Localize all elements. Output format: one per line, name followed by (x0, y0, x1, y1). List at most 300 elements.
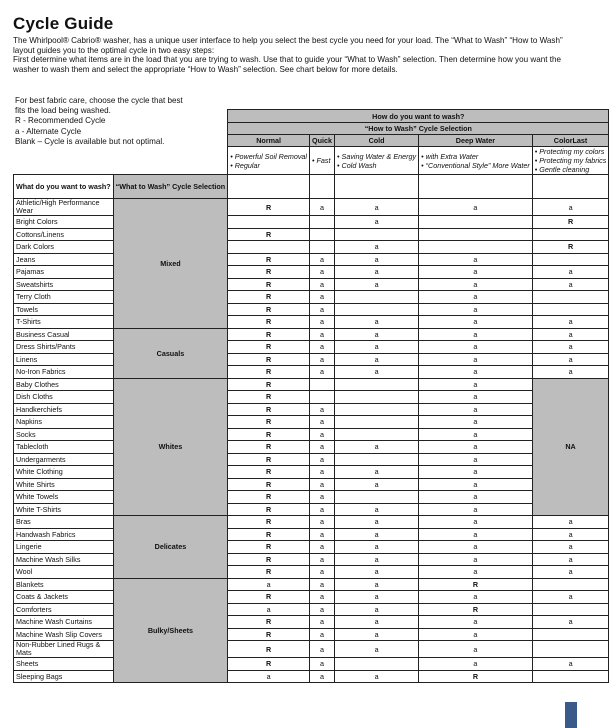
cycle-mark: R (228, 428, 310, 441)
item-name: Blankets (14, 578, 114, 591)
item-name: Athletic/High Performance Wear (14, 199, 114, 216)
item-name: Lingerie (14, 541, 114, 554)
item-name: Towels (14, 303, 114, 316)
table-row (14, 541, 609, 554)
cycle-mark: a (419, 291, 533, 304)
cycle-mark (335, 428, 419, 441)
cycle-mark: a (310, 491, 335, 504)
cycle-mark: R (532, 216, 609, 229)
cycle-mark: a (335, 553, 419, 566)
cycle-mark: a (335, 366, 419, 379)
cycle-mark: a (335, 266, 419, 279)
cycle-mark: a (532, 328, 609, 341)
cycle-guide-page (13, 14, 607, 681)
cycle-mark (335, 453, 419, 466)
cycle-mark: R (228, 303, 310, 316)
cycle-mark: a (419, 366, 533, 379)
cycle-mark: R (228, 416, 310, 429)
cycle-mark: a (532, 366, 609, 379)
cycle-mark: a (419, 503, 533, 516)
cycle-mark: a (419, 199, 533, 216)
column-note: • with Extra Water (421, 151, 479, 161)
cycle-mark: a (310, 416, 335, 429)
cycle-mark (335, 228, 419, 241)
cycle-mark: a (419, 266, 533, 279)
column-header-cold: Cold (335, 135, 419, 147)
cycle-mark: R (419, 670, 533, 683)
cycle-mark: a (310, 441, 335, 454)
cycle-mark (310, 228, 335, 241)
item-name: Sweatshirts (14, 278, 114, 291)
item-name: Dress Shirts/Pants (14, 341, 114, 354)
item-name: Napkins (14, 416, 114, 429)
item-name: Dish Cloths (14, 391, 114, 404)
table-row (14, 603, 609, 616)
cycle-mark: a (335, 253, 419, 266)
item-name: Comforters (14, 603, 114, 616)
cycle-mark: a (419, 303, 533, 316)
spacer-cell (335, 175, 419, 199)
intro-paragraph-1: The Whirlpool® Cabrio® washer, has a unique user interface to help you select the best cycle you need for your load. The “What to Wash” “How to Wash” layout guides you to the optimal cycle in two easy steps: (13, 36, 563, 55)
cycle-mark (335, 378, 419, 391)
cycle-mark: a (532, 528, 609, 541)
cycle-mark: a (310, 628, 335, 641)
cycle-mark (532, 291, 609, 304)
cycle-mark (310, 241, 335, 254)
cycle-mark: R (419, 578, 533, 591)
item-name: Baby Clothes (14, 378, 114, 391)
cycle-mark: a (419, 428, 533, 441)
item-name: White T-Shirts (14, 503, 114, 516)
group-label: Bulky/Sheets (113, 578, 228, 683)
cycle-mark: R (228, 616, 310, 629)
cycle-mark: R (228, 328, 310, 341)
column-note: • “Conventional Style” More Water (421, 160, 530, 170)
table-row (14, 416, 609, 429)
table-row (14, 658, 609, 671)
item-name: Bras (14, 516, 114, 529)
legend (15, 96, 195, 147)
cycle-mark: a (228, 578, 310, 591)
cycle-mark (335, 391, 419, 404)
cycle-mark (532, 303, 609, 316)
table-row (14, 628, 609, 641)
how-to-wash-question: How do you want to wash? (228, 110, 609, 123)
cycle-mark: R (228, 378, 310, 391)
item-name: Dark Colors (14, 241, 114, 254)
table-row (14, 328, 609, 341)
column-note: • Protecting my colors (534, 147, 605, 156)
cycle-mark: a (310, 328, 335, 341)
cycle-mark: a (419, 566, 533, 579)
table-row (14, 241, 609, 254)
cycle-mark: a (419, 391, 533, 404)
cycle-mark: a (335, 216, 419, 229)
cycle-mark: a (335, 578, 419, 591)
cycle-mark: a (419, 466, 533, 479)
column-note: • Gentle cleaning (534, 165, 590, 174)
column-note: • Regular (230, 160, 260, 170)
cycle-mark: R (228, 316, 310, 329)
cycle-mark: a (228, 670, 310, 683)
cycle-mark (532, 603, 609, 616)
cycle-mark: R (228, 658, 310, 671)
table-row (14, 353, 609, 366)
page-title: Cycle Guide (13, 14, 114, 33)
table-row (14, 528, 609, 541)
cycle-mark: R (228, 478, 310, 491)
cycle-mark: a (419, 341, 533, 354)
cycle-mark: a (310, 341, 335, 354)
cycle-mark: a (335, 603, 419, 616)
column-notes (532, 147, 609, 175)
legend-blank: Blank – Cycle is available but not optimal. (15, 136, 165, 146)
cycle-mark (335, 403, 419, 416)
cycle-mark: a (335, 628, 419, 641)
table-row (14, 553, 609, 566)
column-header-colorlast: ColorLast (532, 135, 609, 147)
cycle-mark (335, 291, 419, 304)
item-name: T-Shirts (14, 316, 114, 329)
cycle-mark: a (532, 658, 609, 671)
item-name: White Towels (14, 491, 114, 504)
table-row (14, 503, 609, 516)
table-row (14, 216, 609, 229)
legend-alternate: a - Alternate Cycle (15, 126, 82, 136)
column-notes (228, 147, 310, 175)
table-row (14, 428, 609, 441)
cycle-mark: a (532, 199, 609, 216)
cycle-mark: R (228, 291, 310, 304)
item-name: Machine Wash Silks (14, 553, 114, 566)
spacer-cell (310, 175, 335, 199)
cycle-mark: a (310, 591, 335, 604)
legend-recommended: R - Recommended Cycle (15, 116, 106, 126)
cycle-mark: a (335, 353, 419, 366)
cycle-mark: a (419, 516, 533, 529)
table-row (14, 303, 609, 316)
item-name: Bright Colors (14, 216, 114, 229)
cycle-mark: a (335, 528, 419, 541)
cycle-mark (419, 216, 533, 229)
cycle-mark: a (419, 353, 533, 366)
column-note: • Cold Wash (337, 160, 377, 170)
what-to-wash-selection-header: “What to Wash” Cycle Selection (113, 175, 228, 199)
group-label: Mixed (113, 199, 228, 329)
cycle-mark (310, 216, 335, 229)
cycle-mark: a (310, 266, 335, 279)
cycle-mark: a (228, 603, 310, 616)
item-name: Tablecloth (14, 441, 114, 454)
cycle-mark: a (335, 341, 419, 354)
cycle-mark: a (335, 466, 419, 479)
item-name: White Clothing (14, 466, 114, 479)
cycle-mark: a (310, 670, 335, 683)
column-note: • Saving Water & Energy (337, 151, 417, 161)
cycle-mark: a (310, 503, 335, 516)
cycle-mark: a (532, 516, 609, 529)
cycle-mark: a (419, 403, 533, 416)
cycle-mark: a (310, 303, 335, 316)
cycle-mark: a (419, 491, 533, 504)
cycle-mark: a (532, 553, 609, 566)
cycle-mark: a (310, 199, 335, 216)
cycle-mark: a (310, 566, 335, 579)
column-note: • Powerful Soil Removal (230, 151, 308, 161)
column-notes (335, 147, 419, 175)
item-name: White Shirts (14, 478, 114, 491)
cycle-mark (532, 670, 609, 683)
cycle-mark: a (419, 416, 533, 429)
cycle-mark (335, 303, 419, 316)
cycle-mark: a (335, 591, 419, 604)
item-name: Pajamas (14, 266, 114, 279)
table-row (14, 491, 609, 504)
item-name: Non-Rubber Lined Rugs & Mats (14, 641, 114, 658)
column-note: • Fast (312, 156, 331, 165)
table-row (14, 366, 609, 379)
cycle-mark: R (228, 253, 310, 266)
cycle-mark: R (228, 566, 310, 579)
cycle-mark: a (419, 641, 533, 658)
page-corner-tab[interactable] (565, 702, 577, 728)
item-name: Coats & Jackets (14, 591, 114, 604)
cycle-mark: R (419, 603, 533, 616)
how-to-wash-selection-header: “How to Wash” Cycle Selection (228, 123, 609, 135)
column-header-quick: Quick (310, 135, 335, 147)
cycle-mark: a (310, 428, 335, 441)
cycle-mark: a (419, 478, 533, 491)
cycle-mark (532, 253, 609, 266)
cycle-mark: a (419, 328, 533, 341)
table-row (14, 591, 609, 604)
cycle-mark: a (310, 453, 335, 466)
item-name: Cottons/Linens (14, 228, 114, 241)
cycle-mark: R (228, 553, 310, 566)
cycle-mark: a (419, 378, 533, 391)
cycle-mark: a (419, 453, 533, 466)
table-row (14, 670, 609, 683)
intro-paragraph-2: First determine what items are in the load that you are trying to wash. Use that to guide your “What to Wash” selection. Then determine how you want the washer to wash them and select the appropriate “How to Wash” selection. See chart below for more details. (13, 55, 561, 74)
cycle-mark: a (310, 616, 335, 629)
cycle-mark: a (310, 366, 335, 379)
cycle-mark: R (228, 391, 310, 404)
cycle-mark: a (419, 658, 533, 671)
item-name: Business Casual (14, 328, 114, 341)
table-row (14, 466, 609, 479)
column-header-deep-water: Deep Water (419, 135, 533, 147)
cycle-mark: a (335, 541, 419, 554)
table-row (14, 403, 609, 416)
cycle-mark (532, 228, 609, 241)
cycle-mark: R (228, 278, 310, 291)
cycle-mark: R (228, 591, 310, 604)
cycle-mark: R (228, 266, 310, 279)
cycle-mark (228, 241, 310, 254)
cycle-mark: a (310, 641, 335, 658)
item-name: Sheets (14, 658, 114, 671)
cycle-mark: a (310, 353, 335, 366)
item-name: Jeans (14, 253, 114, 266)
group-label: Delicates (113, 516, 228, 579)
cycle-mark: a (419, 253, 533, 266)
cycle-mark: a (310, 578, 335, 591)
cycle-mark: R (532, 241, 609, 254)
spacer-cell (228, 175, 310, 199)
cycle-mark: a (335, 241, 419, 254)
column-notes (310, 147, 335, 175)
cycle-mark (532, 628, 609, 641)
cycle-mark (335, 658, 419, 671)
item-name: Machine Wash Curtains (14, 616, 114, 629)
cycle-mark (228, 216, 310, 229)
item-name: Undergarments (14, 453, 114, 466)
not-available-cell: NA (532, 378, 609, 516)
cycle-mark: R (228, 641, 310, 658)
item-name: Machine Wash Slip Covers (14, 628, 114, 641)
table-row (14, 316, 609, 329)
item-name: Handwash Fabrics (14, 528, 114, 541)
table-row (14, 566, 609, 579)
table-row (14, 266, 609, 279)
cycle-mark: a (335, 616, 419, 629)
cycle-mark: R (228, 466, 310, 479)
table-row (14, 578, 609, 591)
item-name: Terry Cloth (14, 291, 114, 304)
table-row (14, 516, 609, 529)
cycle-mark: a (310, 553, 335, 566)
column-header-normal: Normal (228, 135, 310, 147)
cycle-mark: a (419, 628, 533, 641)
cycle-mark: a (335, 478, 419, 491)
cycle-table (13, 109, 609, 683)
intro-text (13, 36, 573, 74)
item-name: Linens (14, 353, 114, 366)
cycle-mark: R (228, 341, 310, 354)
what-to-wash-question: What do you want to wash? (14, 175, 114, 199)
table-row (14, 199, 609, 216)
cycle-mark: a (532, 353, 609, 366)
cycle-mark: R (228, 491, 310, 504)
table-row (14, 641, 609, 658)
cycle-mark: a (419, 441, 533, 454)
item-name: Handkerchiefs (14, 403, 114, 416)
table-row (14, 453, 609, 466)
table-row (14, 341, 609, 354)
table-row (14, 253, 609, 266)
table-row (14, 228, 609, 241)
cycle-mark: a (419, 553, 533, 566)
item-name: Socks (14, 428, 114, 441)
cycle-mark (532, 641, 609, 658)
cycle-mark: a (532, 278, 609, 291)
cycle-mark: a (419, 591, 533, 604)
cycle-mark: a (335, 516, 419, 529)
cycle-mark: a (310, 291, 335, 304)
item-name: Wool (14, 566, 114, 579)
cycle-mark: a (335, 441, 419, 454)
cycle-mark: a (310, 658, 335, 671)
cycle-mark: a (310, 466, 335, 479)
legend-intro: For best fabric care, choose the cycle that best fits the load being washed. (15, 96, 183, 116)
cycle-mark: a (310, 253, 335, 266)
cycle-mark: a (335, 316, 419, 329)
cycle-mark: a (310, 541, 335, 554)
spacer-cell (419, 175, 533, 199)
cycle-mark: R (228, 516, 310, 529)
column-note: • Protecting my fabrics (534, 156, 607, 165)
cycle-mark: R (228, 366, 310, 379)
cycle-mark: R (228, 541, 310, 554)
cycle-mark (335, 491, 419, 504)
cycle-mark: R (228, 403, 310, 416)
cycle-mark: a (310, 516, 335, 529)
cycle-mark: a (419, 278, 533, 291)
cycle-mark: a (532, 541, 609, 554)
cycle-mark (310, 391, 335, 404)
cycle-mark: a (532, 316, 609, 329)
cycle-mark: a (335, 503, 419, 516)
cycle-mark: a (335, 328, 419, 341)
cycle-mark: R (228, 441, 310, 454)
cycle-mark: R (228, 528, 310, 541)
table-row (14, 391, 609, 404)
cycle-mark: a (532, 566, 609, 579)
cycle-mark: a (532, 591, 609, 604)
cycle-mark: a (310, 403, 335, 416)
cycle-mark: R (228, 453, 310, 466)
table-row (14, 278, 609, 291)
cycle-mark: a (335, 566, 419, 579)
group-label: Casuals (113, 328, 228, 378)
table-row (14, 616, 609, 629)
cycle-mark (419, 228, 533, 241)
cycle-mark: a (419, 528, 533, 541)
item-name: Sleeping Bags (14, 670, 114, 683)
cycle-mark: a (532, 266, 609, 279)
cycle-mark (335, 416, 419, 429)
item-name: No-Iron Fabrics (14, 366, 114, 379)
cycle-mark (419, 241, 533, 254)
cycle-mark: R (228, 628, 310, 641)
cycle-mark: a (310, 603, 335, 616)
table-row (14, 291, 609, 304)
cycle-mark: a (419, 541, 533, 554)
cycle-mark: a (335, 278, 419, 291)
group-label: Whites (113, 378, 228, 516)
cycle-mark: R (228, 228, 310, 241)
column-notes (419, 147, 533, 175)
cycle-mark: a (532, 341, 609, 354)
cycle-mark: a (310, 278, 335, 291)
cycle-mark: a (335, 199, 419, 216)
cycle-mark: a (335, 670, 419, 683)
cycle-mark: R (228, 503, 310, 516)
table-row (14, 378, 609, 391)
table-row (14, 441, 609, 454)
cycle-mark (310, 378, 335, 391)
cycle-mark: a (419, 616, 533, 629)
cycle-mark: a (532, 616, 609, 629)
cycle-mark: a (310, 478, 335, 491)
cycle-mark: a (310, 316, 335, 329)
table-row (14, 478, 609, 491)
cycle-mark: a (419, 316, 533, 329)
cycle-mark (532, 578, 609, 591)
spacer-cell (532, 175, 609, 199)
cycle-mark: R (228, 353, 310, 366)
cycle-mark: R (228, 199, 310, 216)
